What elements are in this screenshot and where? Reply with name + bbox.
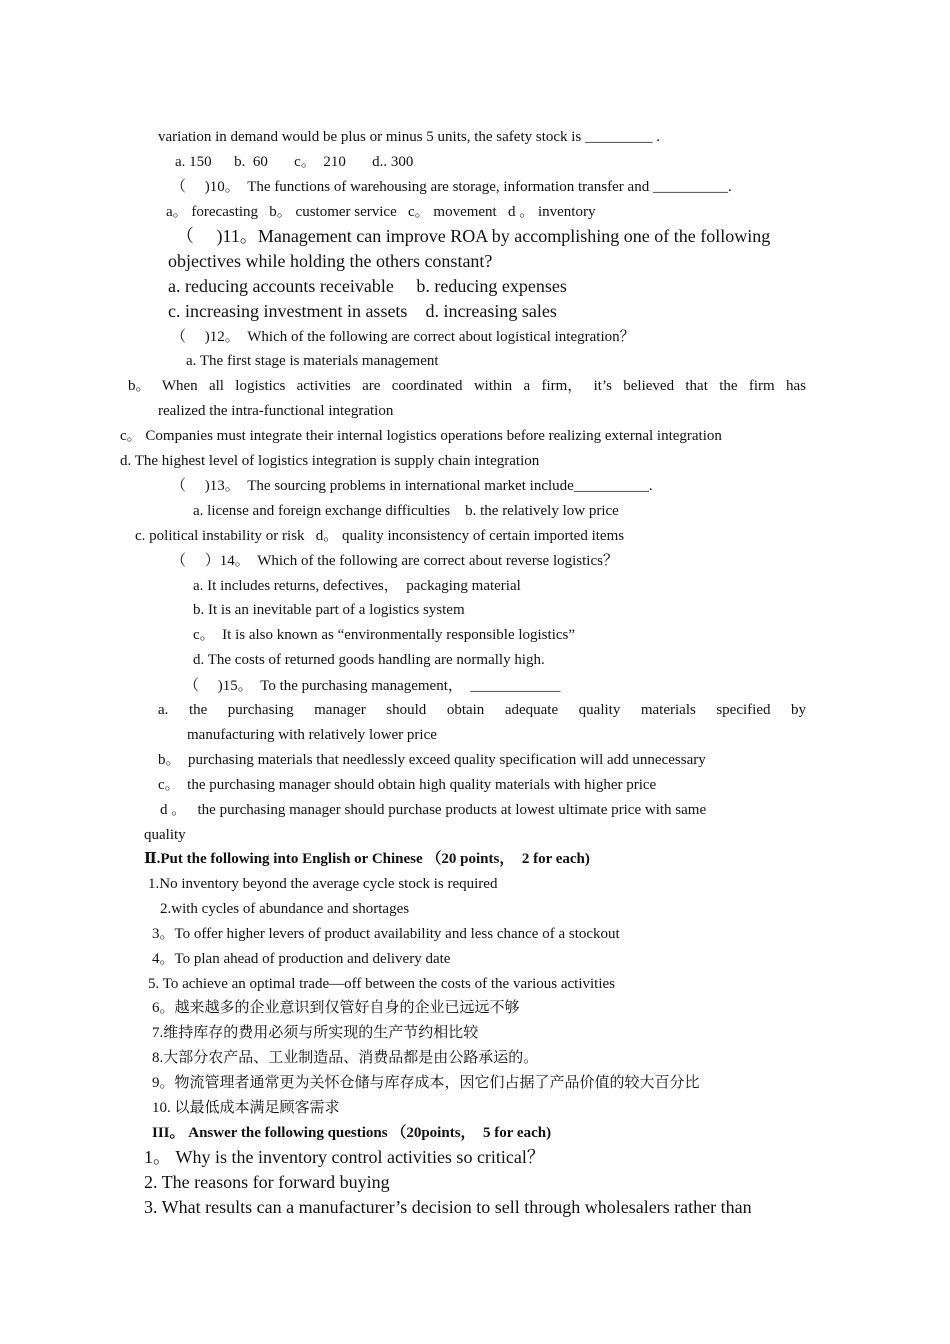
justified-word: a xyxy=(523,378,531,394)
q10-options: a。 forecasting b。 customer service c。 movement d 。 inventory xyxy=(166,204,596,220)
justified-word: logistics xyxy=(235,378,286,394)
q12-option-c: c。 Companies must integrate their internal logistics operations before realizing external integration xyxy=(120,428,722,444)
translate-item-5: 5. To achieve an optimal trade—off between the costs of the various activities xyxy=(148,976,615,992)
justified-word: firm xyxy=(748,378,775,394)
justified-word: When xyxy=(161,378,198,394)
translate-item-4: 4。To plan ahead of production and delivery date xyxy=(152,951,451,967)
translate-item-8: 8.大部分农产品、工业制造品、消费品都是由公路承运的。 xyxy=(152,1050,539,1066)
justified-word: a. xyxy=(158,702,169,718)
question-3: 3. What results can a manufacturer’s decision to sell through wholesalers rather than xyxy=(144,1197,752,1217)
section-2-heading: Ⅱ.Put the following into English or Chinese （20 points， 2 for each) xyxy=(144,851,590,867)
q14-option-b: b. It is an inevitable part of a logistics system xyxy=(193,602,465,618)
justified-word: specified xyxy=(716,702,771,718)
q13-options-cd: c. political instability or risk d。 quality inconsistency of certain imported items xyxy=(135,528,625,544)
q14-option-d: d. The costs of returned goods handling are normally high. xyxy=(193,652,545,668)
q15-option-d-continued: quality xyxy=(144,827,186,843)
q12-option-b xyxy=(128,376,806,396)
q15-stem: （ )15。 To the purchasing management， ____________ xyxy=(184,678,561,694)
justified-word: obtain xyxy=(446,702,485,718)
justified-word: materials xyxy=(640,702,696,718)
q13-options-ab: a. license and foreign exchange difficulties b. the relatively low price xyxy=(193,503,619,519)
justified-word: the xyxy=(719,378,738,394)
q12-option-b-continued: realized the intra-functional integration xyxy=(158,403,394,419)
q15-option-b: b。 purchasing materials that needlessly exceed quality specification will add unnecessary xyxy=(158,752,706,768)
justified-word: b。 xyxy=(128,378,151,394)
q12-stem: （ )12。 Which of the following are correct about logistical integration？ xyxy=(171,329,635,345)
q14-stem: （ ）14。 Which of the following are correct about reverse logistics？ xyxy=(171,553,618,569)
translate-item-10: 10. 以最低成本满足顾客需求 xyxy=(152,1100,340,1116)
translate-item-7: 7.维持库存的费用必须与所实现的生产节约相比较 xyxy=(152,1025,479,1041)
justified-word: that xyxy=(685,378,708,394)
translate-item-9: 9。物流管理者通常更为关怀仓储与库存成本，因它们占据了产品价值的较大百分比 xyxy=(152,1075,700,1091)
q11-options-cd: c. increasing investment in assets d. increasing sales xyxy=(168,301,557,321)
q15-option-d: d 。 the purchasing manager should purchase products at lowest ultimate price with same xyxy=(160,802,707,818)
justified-word: are xyxy=(362,378,381,394)
justified-word: adequate xyxy=(504,702,559,718)
q12-option-a: a. The first stage is materials management xyxy=(186,353,439,369)
question-2: 2. The reasons for forward buying xyxy=(144,1172,390,1192)
q14-option-a: a. It includes returns, defectives， packaging material xyxy=(193,578,521,594)
q12-option-d: d. The highest level of logistics integration is supply chain integration xyxy=(120,453,540,469)
q15-option-a-continued: manufacturing with relatively lower price xyxy=(187,727,437,743)
q11-options-ab: a. reducing accounts receivable b. reducing expenses xyxy=(168,276,567,296)
q10-stem: （ )10。 The functions of warehousing are storage, information transfer and __________. xyxy=(171,179,732,195)
justified-word: activities xyxy=(296,378,351,394)
translate-item-6: 6。越来越多的企业意识到仅管好自身的企业已远远不够 xyxy=(152,1000,520,1016)
justified-word: it’s xyxy=(593,378,612,394)
q11-stem-continued: objectives while holding the others constant? xyxy=(168,251,493,271)
justified-word: manager xyxy=(314,702,366,718)
justified-word: firm， xyxy=(541,378,583,394)
justified-word: coordinated xyxy=(391,378,463,394)
q15-option-c: c。 the purchasing manager should obtain high quality materials with higher price xyxy=(158,777,657,793)
q9-stem-continued: variation in demand would be plus or minus 5 units, the safety stock is _________ . xyxy=(158,129,661,145)
justified-word: by xyxy=(791,702,806,718)
justified-word: purchasing xyxy=(227,702,294,718)
translate-item-1: 1.No inventory beyond the average cycle stock is required xyxy=(148,876,498,892)
q15-option-a xyxy=(158,700,806,720)
justified-word: all xyxy=(208,378,224,394)
justified-word: should xyxy=(386,702,427,718)
q9-options: a. 150 b. 60 c。 210 d.. 300 xyxy=(175,154,414,170)
justified-word: has xyxy=(785,378,806,394)
justified-word: believed xyxy=(623,378,675,394)
q14-option-c: c。 It is also known as “environmentally responsible logistics” xyxy=(193,627,576,643)
section-3-heading: III。 Answer the following questions （20points， 5 for each) xyxy=(152,1125,552,1141)
justified-word: the xyxy=(188,702,208,718)
justified-word: within xyxy=(473,378,513,394)
q13-stem: （ )13。 The sourcing problems in international market include__________. xyxy=(171,478,653,494)
translate-item-2: 2.with cycles of abundance and shortages xyxy=(160,901,410,917)
justified-word: quality xyxy=(578,702,621,718)
question-1: 1。 Why is the inventory control activities so critical？ xyxy=(144,1147,545,1167)
q11-stem: （ )11。Management can improve ROA by accomplishing one of the following xyxy=(176,226,771,246)
translate-item-3: 3。To offer higher levers of product availability and less chance of a stockout xyxy=(152,926,620,942)
